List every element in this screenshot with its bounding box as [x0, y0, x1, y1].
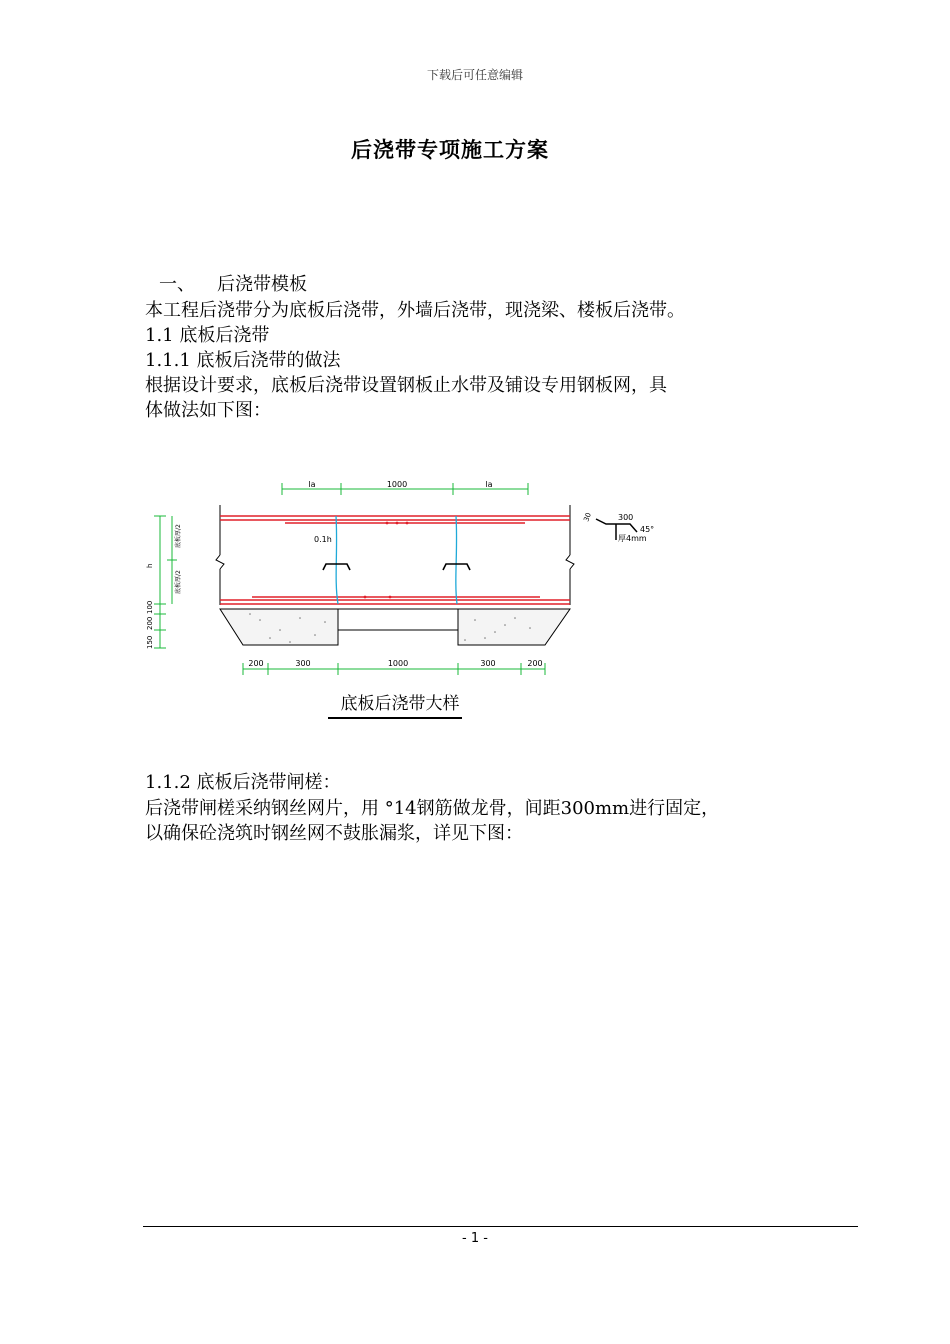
dim-half-thickness-lower: 底板厚/2 — [175, 570, 182, 594]
slab-post-pour-strip-detail-figure — [140, 470, 680, 730]
header-note: 下载后可任意编辑 — [426, 68, 523, 82]
concrete-cushion — [220, 609, 570, 645]
dim-100: 100 — [146, 600, 154, 614]
document-title: 后浇带专项施工方案 — [351, 137, 549, 162]
page-number: - 1 - — [462, 1231, 488, 1246]
dim-la-right: la — [485, 480, 493, 489]
rebar-lines — [220, 516, 570, 604]
section-number: 一、 — [159, 274, 195, 295]
heading-1-1-1: 1.1.1 底板后浇带的做法 — [145, 350, 341, 371]
dim-1000-bottom: 1000 — [387, 659, 409, 668]
detail-drawing — [140, 470, 680, 730]
dim-300-bottom-right: 300 — [480, 659, 496, 668]
dim-200-bottom-left: 200 — [248, 659, 264, 668]
dim-la-left: la — [308, 480, 316, 489]
dim-150: 150 — [146, 635, 154, 649]
steel-mesh-lines — [336, 516, 457, 604]
paragraph-method-line2: 体做法如下图： — [145, 400, 271, 421]
paragraph-intro: 本工程后浇带分为底板后浇带，外墙后浇带，现浇梁、楼板后浇带。 — [145, 300, 685, 321]
dim-half-thickness-upper: 底板厚/2 — [175, 524, 182, 548]
paragraph-gate-line2: 以确保砼浇筑时钢丝网不鼓胀漏浆，详见下图： — [145, 823, 523, 844]
waterstop-angle: 45° — [640, 525, 655, 534]
label-0-1h: 0.1h — [314, 535, 332, 544]
waterstop-side: 30 — [582, 511, 593, 523]
rebar-dots — [364, 522, 409, 599]
dim-300-bottom-left: 300 — [295, 659, 311, 668]
section-title: 后浇带模板 — [217, 274, 307, 295]
waterstop-width: 300 — [618, 513, 634, 522]
dim-1000-top: 1000 — [386, 480, 408, 489]
paragraph-method-line1: 根据设计要求，底板后浇带设置钢板止水带及铺设专用钢板网，具 — [145, 375, 667, 396]
dim-200-bottom-right: 200 — [527, 659, 543, 668]
paragraph-gate-line1: 后浇带闸槎采纳钢丝网片，用 °14钢筋做龙骨，间距300mm进行固定， — [145, 798, 720, 819]
waterstop-plates — [323, 564, 470, 570]
heading-1-1-2: 1.1.2 底板后浇带闸槎： — [145, 772, 341, 793]
left-dimension-line — [154, 516, 177, 648]
footer-rule — [143, 1226, 858, 1227]
dim-200-left: 200 — [146, 616, 154, 630]
section-heading — [145, 273, 839, 297]
figure-caption: 底板后浇带大样 — [340, 694, 460, 714]
waterstop-thickness: 厚4mm — [618, 534, 647, 543]
heading-1-1: 1.1 底板后浇带 — [145, 325, 270, 346]
dim-h: h — [146, 563, 154, 568]
